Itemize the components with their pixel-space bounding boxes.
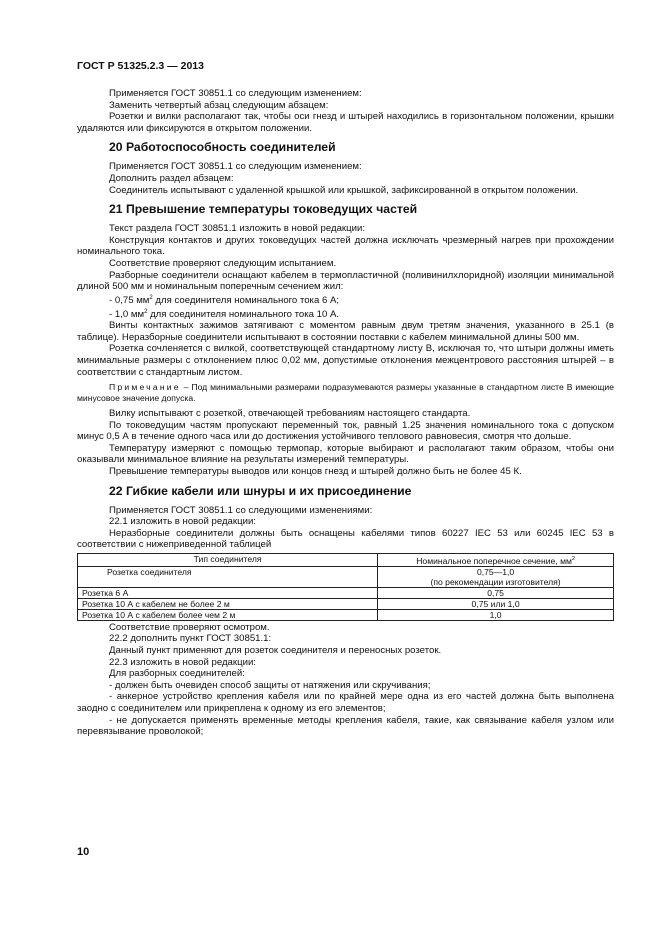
- paragraph: Разборные соединители оснащают кабелем в термопластичной (поливинилхлоридной) изоляции минимальной длиной 500 мм и номинальным поперечным сечением жил:: [77, 269, 614, 293]
- note: Примечание – Под минимальными размерами подразумеваются размеры указанные в стандартном листе В имеющие минусовое значение допуска.: [77, 382, 614, 403]
- table-cell: Розетка 10 А с кабелем более чем 2 м: [78, 609, 378, 620]
- paragraph: Розетки и вилки располагают так, чтобы оси гнезд и штырей находились в горизонтальном положении, крышки удаляются или фиксируются в открытом положении.: [77, 111, 614, 134]
- table-cell: 0,75—1,0 (по рекомендации изготовителя): [378, 566, 614, 587]
- list-item: - 0,75 $мм^2$ для соединителя номинального тока 6 А;: [109, 294, 340, 306]
- cable-table: [77, 553, 614, 621]
- paragraph: 22.3 изложить в новой редакции:: [109, 656, 256, 668]
- paragraph: Вилку испытывают с розеткой, отвечающей требованиям настоящего стандарта.: [109, 408, 471, 420]
- paragraph: Соединитель испытывают с удаленной крышкой или крышкой, зафиксированной в открытом положении.: [109, 184, 579, 196]
- paragraph: Применяется ГОСТ 30851.1 со следующим изменением:: [109, 88, 362, 99]
- table-header-row: [78, 554, 614, 567]
- table-cell: 1,0: [378, 609, 614, 620]
- paragraph: Розетка сочленяется с вилкой, соответствующей стандартному листу В, исключая то, что штыри должны иметь минимальные размеры с отклонением плюс 0,02 мм, допустимые отклонения межцентрового расстояния штырей – в соответствии с стандартным листом.: [77, 343, 614, 378]
- paragraph: Текст раздела ГОСТ 30851.1 изложить в новой редакции:: [109, 223, 366, 235]
- table-cell: 0,75: [378, 587, 614, 598]
- table-row: [78, 587, 614, 598]
- table-row: [78, 566, 614, 587]
- paragraph: Конструкция контактов и других токоведущих частей должна исключать чрезмерный нагрев при прохождении номинального тока.: [77, 234, 614, 258]
- paragraph: По токоведущим частям пропускают переменный ток, равный 1.25 значения номинального тока с допуском минус 0,5 А в течение одного часа или до достижения устойчивого теплового равновесия, смотря что дольше.: [77, 419, 614, 443]
- table-header-section: Номинальное поперечное сечение, $мм^2$: [378, 554, 614, 567]
- paragraph: Температуру измеряют с помощью термопар, которые выбирают и располагают таким образом, чтобы они оказывали минимальное влияние на результаты измерений температуры.: [77, 442, 614, 466]
- paragraph: 22.2 дополнить пункт ГОСТ 30851.1:: [109, 633, 272, 645]
- paragraph: Применяется ГОСТ 30851.1 со следующими изменениями:: [109, 504, 373, 516]
- paragraph: Соответствие проверяют осмотром.: [109, 621, 270, 633]
- paragraph: Дополнить раздел абзацем:: [109, 172, 234, 184]
- section-heading-21: 21 Превышение температуры токоведущих частей: [109, 202, 418, 217]
- table-row: [78, 598, 614, 609]
- page-header: ГОСТ Р 51325.2.3 — 2013: [77, 60, 204, 72]
- note-label: Примечание: [109, 382, 181, 393]
- table-cell: Розетка соединителя: [78, 566, 378, 587]
- paragraph: Соответствие проверяют следующим испытанием.: [109, 257, 337, 269]
- paragraph: Винты контактных зажимов затягивают с моментом равным двум третям значения, указанного в 25.1 (в таблице). Неразборные соединители испытывают в состоянии поставки с кабелем минимальной длины 500 мм.: [77, 320, 614, 343]
- table-cell: 0,75 или 1,0: [378, 598, 614, 609]
- paragraph: Применяется ГОСТ 30851.1 со следующим изменением:: [109, 161, 362, 173]
- table-header-type: Тип соединителя: [78, 554, 378, 567]
- paragraph: Заменить четвертый абзац следующим абзацем:: [109, 99, 329, 111]
- section-heading-22: 22 Гибкие кабели или шнуры и их присоединение: [109, 483, 412, 498]
- table-cell: Розетка 6 А: [78, 587, 378, 598]
- list-item: - анкерное устройство крепления кабеля или по крайней мере одна из его частей должна быть выполнена заодно с соединителем или прикреплена к одному из его элементов;: [77, 691, 614, 715]
- list-item: - не допускается применять временные методы крепления кабеля, такие, как связывание кабеля узлом или перевязывание проволокой;: [77, 714, 614, 738]
- document-body: [77, 88, 614, 738]
- list-item: - 1,0 $мм^2$ для соединителя номинального тока 10 А.: [109, 308, 340, 320]
- page-number: 10: [77, 846, 90, 858]
- section-heading-20: 20 Работоспособность соединителей: [109, 140, 336, 155]
- paragraph: 22.1 изложить в новой редакции:: [109, 516, 256, 528]
- table-row: [78, 609, 614, 620]
- paragraph: Для разборных соединителей:: [109, 668, 245, 680]
- paragraph: Превышение температуры выводов или концов гнезд и штырей должно быть не более 45 К.: [109, 466, 522, 478]
- paragraph: Неразборные соединители должны быть оснащены кабелями типов 60227 IEC 53 или 60245 IEC 53 в соответствии с нижеприведенной таблицей: [77, 527, 614, 551]
- table-cell: Розетка 10 А с кабелем не более 2 м: [78, 598, 378, 609]
- list-item: - должен быть очевиден способ защиты от натяжения или скручивания;: [109, 679, 431, 691]
- paragraph: Данный пункт применяют для розеток соединителя и переносных розеток.: [109, 645, 442, 657]
